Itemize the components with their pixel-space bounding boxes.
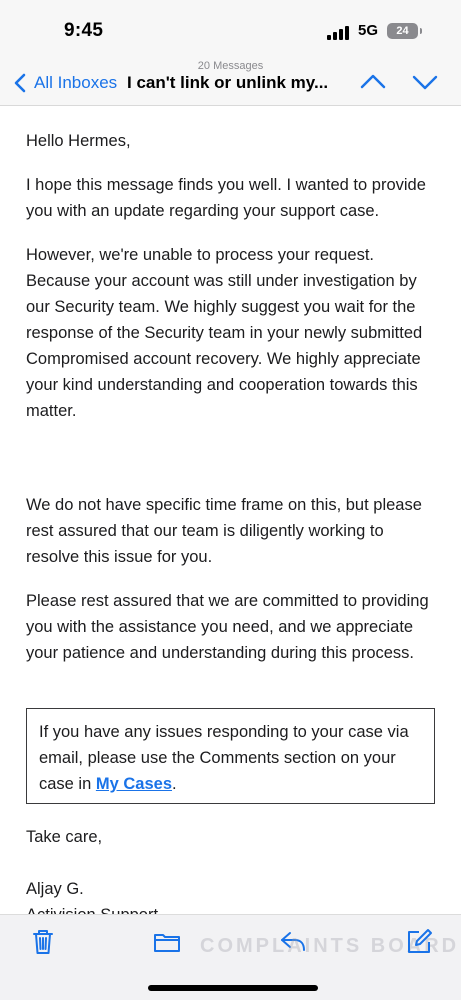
email-paragraph: I hope this message finds you well. I wanted to provide you with an update regarding your support case. [26, 176, 426, 220]
home-indicator [148, 985, 318, 991]
email-paragraph: Please rest assured that we are committed to providing you with the assistance you need, and we appreciate your patience and understanding during this process. [26, 592, 429, 662]
my-cases-link[interactable]: My Cases [95, 775, 173, 793]
nav-bar [0, 60, 461, 106]
email-paragraph: We do not have specific time frame on this, but please rest assured that our team is diligently working to resolve this issue for you. [26, 496, 422, 566]
network-label: 5G [358, 22, 379, 39]
chevron-up-icon[interactable] [358, 70, 388, 94]
back-button[interactable] [12, 70, 117, 96]
chevron-down-icon[interactable] [410, 70, 440, 94]
email-closing: Take care, [26, 828, 103, 846]
notice-body: If you have any issues responding to your case via email, please use the Comments section on your case in [39, 723, 409, 793]
notice-box [26, 708, 435, 804]
email-paragraph: However, we're unable to process your request. Because your account was still under investigation by our Security team. We highly suggest you wait for the response of the Security team in your newly submitted Compromised account recovery. We highly appreciate your kind understanding and cooperation towards this matter. [26, 246, 423, 420]
signature-name: Aljay G. [26, 880, 84, 898]
compose-icon[interactable] [404, 927, 434, 957]
bottom-toolbar [0, 914, 461, 1000]
notice-period: . [172, 775, 177, 793]
watermark: COMPLAINTS BOARD [200, 935, 460, 957]
email-body [0, 106, 461, 914]
email-subject: I can't link or unlink my... [127, 73, 329, 92]
folder-icon[interactable] [152, 927, 182, 957]
email-greeting: Hello Hermes, [26, 132, 131, 150]
signal-icon [327, 26, 351, 40]
notice-text [39, 719, 422, 797]
status-bar [0, 0, 461, 60]
battery-icon [387, 23, 418, 39]
trash-icon[interactable] [28, 927, 58, 957]
back-label: All Inboxes [34, 73, 118, 92]
message-count: 20 Messages [197, 60, 264, 72]
battery-level: 24 [396, 25, 409, 37]
chevron-left-icon [12, 72, 30, 94]
status-time: 9:45 [64, 20, 104, 41]
